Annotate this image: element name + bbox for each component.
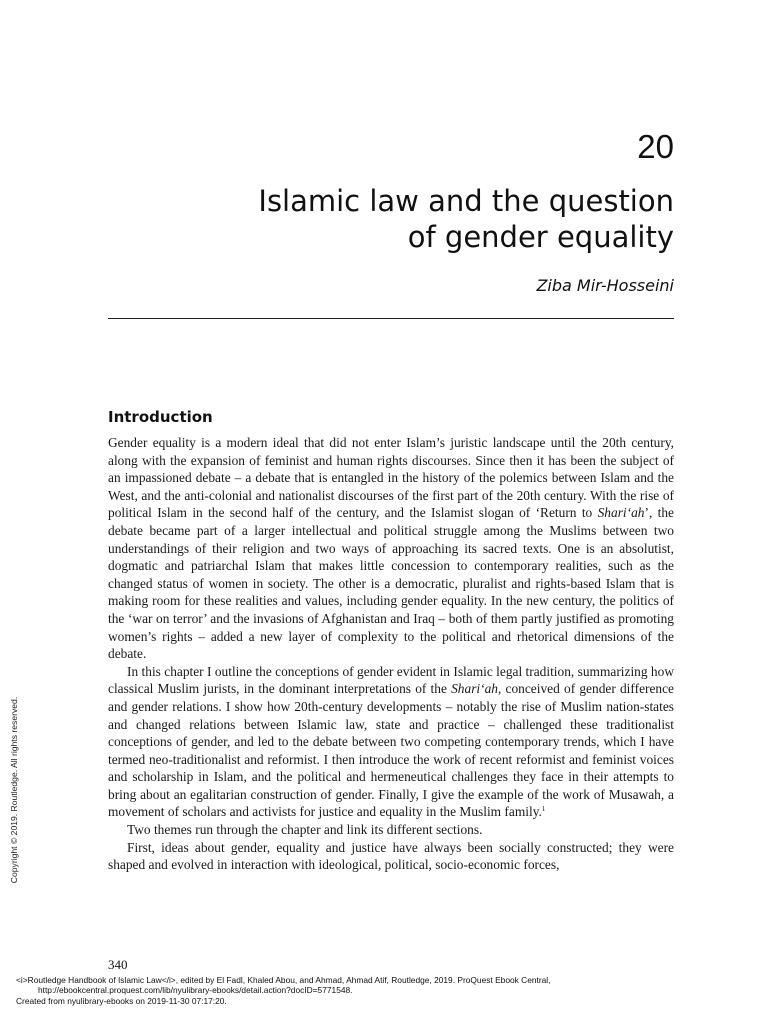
paragraph-1 (108, 434, 674, 663)
footer-created: Created from nyulibrary-ebooks on 2019-11-30 07:17:20. (16, 995, 227, 1006)
paragraph-1-text-b: ’, the debate became part of a larger intellectual and political struggle among the Muslims between two understandings of their religion and two ways of approaching its sacred texts. One is an absolutist, dogmatic and patriarchal Islam that makes little concession to contemporary realities, such as the changed status of women in society. The other is a democratic, pluralist and rights-based Islam that is making room for these realities and values, including gender equality. In the new century, the politics of the ‘war on terror’ and the invasions of Afghanistan and Iraq – both of them partly justified as promoting women’s rights – added a new layer of complexity to the political and rhetorical dimensions of the debate. (108, 505, 674, 662)
paragraph-4: First, ideas about gender, equality and justice have always been socially constructed; they were shaped and evolved in interaction with ideological, political, socio-economic forces, (108, 839, 674, 873)
paragraph-3: Two themes run through the chapter and link its different sections. (127, 822, 483, 838)
paragraph-2 (108, 663, 674, 821)
paragraph-1-text-a: Gender equality is a modern ideal that did not enter Islam’s juristic landscape until the 20th century, along with the expansion of feminist and human rights discourses. Since then it has been the subject of an impassioned debate – a debate that is entangled in the history of the polemics between Islam and the West, and the anti-colonial and nationalist discourses of the first part of the 20th century. With the rise of political Islam in the second half of the century, and the Islamist slogan of ‘Return to (108, 435, 674, 521)
chapter-title-line-1: Islamic law and the question (258, 184, 674, 218)
section-heading: Introduction (108, 408, 213, 426)
page-number: 340 (108, 957, 128, 972)
footer-url[interactable]: http://ebookcentral.proquest.com/lib/nyulibrary-ebooks/detail.action?docID=5771548. (38, 985, 353, 996)
side-copyright-notice: Copyright © 2019. Routledge. All rights reserved. (9, 696, 19, 884)
paragraph-1-term: Shari‘ah (597, 505, 645, 521)
author-name: Ziba Mir-Hosseini (536, 276, 674, 295)
title-divider (108, 318, 674, 319)
body-text (108, 434, 674, 874)
chapter-number: 20 (637, 128, 674, 165)
paragraph-2-term: Shari‘ah (451, 681, 498, 697)
chapter-title (114, 183, 674, 255)
footer-citation-line: <i>Routledge Handbook of Islamic Law</i>, edited by El Fadl, Khaled Abou, and Ahmad, Ahmad Atif, Routledge, 2019. ProQuest Ebook Central, (16, 975, 551, 985)
footnote-marker[interactable]: 1 (541, 805, 546, 814)
paragraph-2-text-b: , conceived of gender difference and gender relations. I show how 20th-century developments – notably the rise of Muslim nation-states and changed relations between Islamic law, state and practice – challenged these traditionalist conceptions of gender, and led to the debate between two competing contemporary trends, which I have termed neo-traditionalist and reformist. I then introduce the work of recent reformist and feminist voices and scholarship in Islam, and the political and hermeneutical challenges they face in their attempts to bring about an egalitarian construction of gender. Finally, I give the example of the work of Musawah, a movement of scholars and activists for justice and equality in the Muslim family. (108, 681, 675, 820)
footer-citation (16, 975, 716, 1006)
chapter-title-line-2: of gender equality (407, 220, 674, 254)
paragraph-2-text-a: In this chapter I outline the conceptions of gender evident in Islamic legal tradition, summarizing how classical Muslim jurists, in the dominant interpretations of the (108, 663, 674, 697)
